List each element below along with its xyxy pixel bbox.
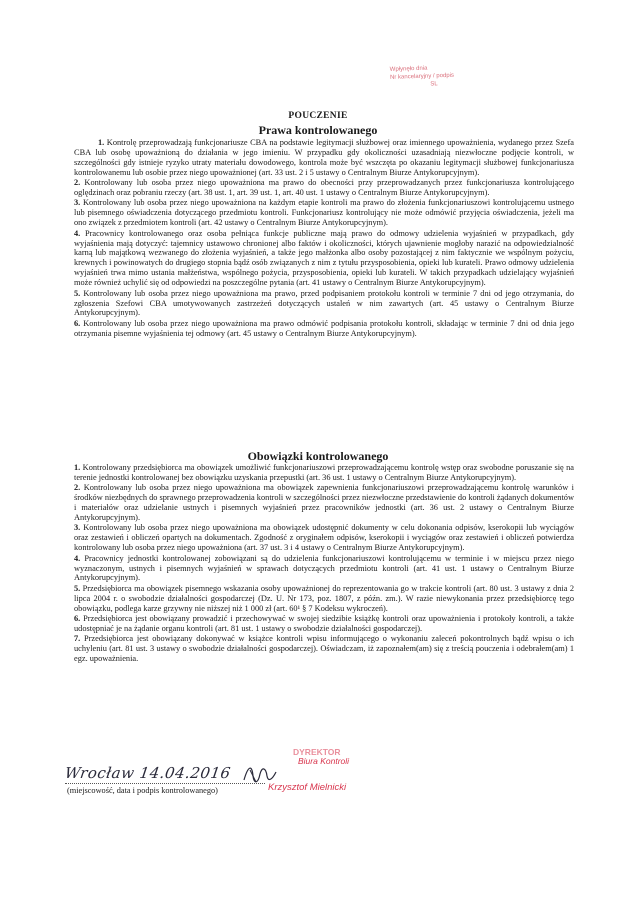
duties-section: [74, 463, 574, 665]
item-number: 2.: [74, 483, 81, 493]
item-number: 5.: [74, 288, 81, 298]
stamp-name: Krzysztof Mielnicki: [268, 782, 347, 793]
duties-item: [74, 463, 574, 483]
rights-item: [74, 229, 574, 288]
stamp-office: Biura Kontroli: [298, 756, 350, 766]
duties-item: [74, 554, 574, 584]
registry-stamp: [390, 62, 501, 90]
item-text: Kontrolowany przedsiębiorca ma obowiązek umożliwić funkcjonariuszowi przeprowadzającemu kontrolę wstęp oraz swobodne poruszanie się na terenie jednostki kontrolowanej bez obowiązku uzyskania przepustki (art. 36 ust. 1 ustawy o Centralnym Biurze Antykorupcyjnym).: [74, 463, 574, 482]
item-number: 1.: [74, 463, 81, 472]
item-number: 1.: [98, 138, 105, 147]
rights-item: [74, 178, 574, 198]
stamp-title: DYREKTOR: [293, 747, 341, 757]
item-text: Przedsiębiorca jest obowiązany dokonywać w książce kontroli wpisu informującego o wykonaniu zaleceń pokontrolnych bądź wpisu o ich uchyleniu (art. 81 ust. 3 ustawy o swobodzie działalności gospodarczej). Oświadczam, iż zapoznałem(am) się z treścią pouczenia i odebrałem(am) 1 egz. upoważnienia.: [74, 634, 574, 664]
item-text: Kontrolowany lub osoba przez niego upoważniona ma obowiązek udostępnić dokumenty w celu dokonania odpisów, kserokopii lub wyciągów oraz zestawień i obliczeń opartych na dokumentach. Zgodność z oryginałem odpisów, kserokopii i wyciągów oraz zestawień i obliczeń potwierdza kontrolowany lub osoba przez niego upoważniona (art. 37 ust. 3 i 4 ustawy o Centralnym Biurze Antykorupcyjnym).: [74, 523, 574, 553]
item-number: 6.: [74, 614, 81, 624]
item-text: Pracownicy jednostki kontrolowanej zobowiązani są do udzielenia funkcjonariuszowi kontrolującemu w terminie i w miejscu przez niego wyznaczonym, ustnych i pisemnych wyjaśnień w sprawach dotyczących przedmiotu kontroli (art. 41 ust. 1 ustawy o Centralnym Biurze Antykorupcyjnym).: [74, 553, 574, 583]
handwritten-place-date: Wrocław 14.04.2016: [63, 764, 232, 782]
item-text: Kontrolowany lub osoba przez niego upoważniona ma prawo do obecności przy przeprowadzanych przez funkcjonariusza kontrolującego oględzinach oraz pobraniu rzeczy (art. 38 ust. 1, art. 39 ust. 1, art. 40 ust. 1 ustawy o Centralnym Biurze Antykorupcyjnym).: [74, 178, 574, 198]
item-text: Przedsiębiorca ma obowiązek pisemnego wskazania osoby upoważnionej do reprezentowania go w trakcie kontroli (art. 80 ust. 3 ustawy z dnia 2 lipca 2004 r. o swobodzie działalności gospodarczej (Dz. U. Nr 173, poz. 1807, z późn. zm.). W razie niewykonania przez przedsiębiorcę tego obowiązku, podlega karze grzywny nie niższej niż 1 000 zł (art. 60¹ § 7 Kodeksu wykroczeń).: [74, 583, 574, 613]
rights-item: [74, 198, 574, 228]
rights-item: [74, 319, 574, 339]
item-text: Przedsiębiorca jest obowiązany prowadzić i przechowywać w swojej siedzibie książkę kontroli oraz upoważnienia i protokoły kontroli, a także udostępniać je na żądanie organu kontroli (art. 81 ust. 1 ustawy o swobodzie działalności gospodarczej).: [74, 614, 574, 633]
registry-stamp-line: SL: [430, 81, 438, 88]
item-number: 5.: [74, 583, 81, 593]
director-stamp: [268, 747, 398, 793]
signature-line: [65, 783, 265, 784]
item-text: Kontrolowany lub osoba przez niego upoważniona ma prawo odmówić podpisania protokołu kontroli, składając w terminie 7 dni od dnia jego otrzymania pisemne wyjaśnienia tej odmowy (art. 45 ustawy o Centralnym Biurze Antykorupcyjnym).: [74, 318, 574, 338]
item-number: 2.: [74, 178, 81, 188]
item-number: 4.: [74, 228, 81, 238]
item-text: Kontrolowany lub osoba przez niego upoważniona ma prawo, przed podpisaniem protokołu kontroli w terminie 7 dni od jego otrzymania, do zgłoszenia Szefowi CBA umotywowanych zastrzeżeń dotyczących ustaleń w nim zawartych (art. 45 ustawy o Centralnym Biurze Antykorupcyjnym).: [74, 288, 574, 318]
document-title: POUCZENIE: [288, 111, 348, 121]
rights-heading: Prawa kontrolowanego: [258, 123, 378, 137]
registry-stamp-line: Nr kancelaryjny / podpis: [389, 72, 455, 81]
registry-stamp-line: Wpłynęło dnia: [389, 65, 428, 73]
duties-heading: Obowiązki kontrolowanego: [247, 449, 389, 463]
duties-item: [74, 634, 574, 664]
duties-item: [74, 584, 574, 614]
item-text: Pracownicy kontrolowanego oraz osoba pełniąca funkcje publiczne mają prawo do odmowy udzielenia wyjaśnień w przypadkach, gdy wyjaśnienia mają dotyczyć: tajemnicy ustawowo chronionej albo faktów i okoliczności, których ujawnienie mogłoby narazić na odpowiedzialność karną lub majątkową wezwanego do złożenia wyjaśnień, a także jego małżonka albo osoby pozostającej z nim faktycznie we wspólnym pożyciu, krewnych i powinowatych do drugiego stopnia bądź osób związanych z nim z tytułu przysposobienia, opieki lub kurateli. Prawo odmowy udzielenia wyjaśnień trwa mimo ustania małżeństwa, wspólnego pożycia, przysposobienia, opieki lub kurateli. W takich przypadkach udzielający wyjaśnień może również uchylić się od odpowiedzi na poszczególne pytania (art. 41 ustawy o Centralnym Biurze Antykorupcyjnym).: [74, 228, 574, 288]
item-number: 3.: [74, 198, 81, 208]
item-number: 4.: [74, 553, 81, 563]
item-text: Kontrolę przeprowadzają funkcjonariusze CBA na podstawie legitymacji służbowej oraz imiennego upoważnienia, wydanego przez Szefa CBA lub osobę upoważnioną do działania w jego imieniu. W przypadku gdy okoliczności uzasadniają niezwłoczne podjęcie kontroli, w szczególności gdy istnieje ryzyko utraty materiału dowodowego, kontrola może być wszczęta po okazaniu legitymacji służbowej funkcjonariusza kontrolowanemu lub osobie przez niego upoważnionej (art. 33 ust. 2 i 5 ustawy o Centralnym Biurze Antykorupcyjnym).: [74, 138, 574, 177]
item-number: 3.: [74, 523, 81, 533]
item-text: Kontrolowany lub osoba przez niego upoważniona ma obowiązek zapewnienia funkcjonariuszowi przeprowadzającemu kontrolę warunków i środków niezbędnych do sprawnego przeprowadzenia kontroli w szczególności przez niezwłoczne przedstawienie do kontroli żądanych dokumentów i materiałów oraz udzielanie ustnych i pisemnych wyjaśnień przez pracowników jednostki (art. 36 ust. 2 ustawy o Centralnym Biurze Antykorupcyjnym).: [74, 483, 574, 523]
rights-item: [74, 138, 574, 178]
signature-caption: (miejscowość, data i podpis kontrolowanego): [67, 786, 218, 795]
rights-section: [74, 138, 574, 339]
duties-item: [74, 614, 574, 634]
rights-item: [74, 289, 574, 319]
item-number: 6.: [74, 318, 81, 328]
item-number: 7.: [74, 634, 81, 644]
duties-item: [74, 523, 574, 553]
duties-item: [74, 483, 574, 523]
item-text: Kontrolowany lub osoba przez niego upoważniona na każdym etapie kontroli ma prawo do złożenia funkcjonariuszowi kontrolującemu ustnego lub pisemnego oświadczenia dotyczącego przedmiotu kontroli. Funkcjonariusz kontrolujący nie może odmówić przyjęcia oświadczenia, jeżeli ma ono związek z przedmiotem kontroli (art. 42 ustawy o Centralnym Biurze Antykorupcyjnym).: [74, 198, 574, 228]
signature-area: [65, 764, 465, 824]
